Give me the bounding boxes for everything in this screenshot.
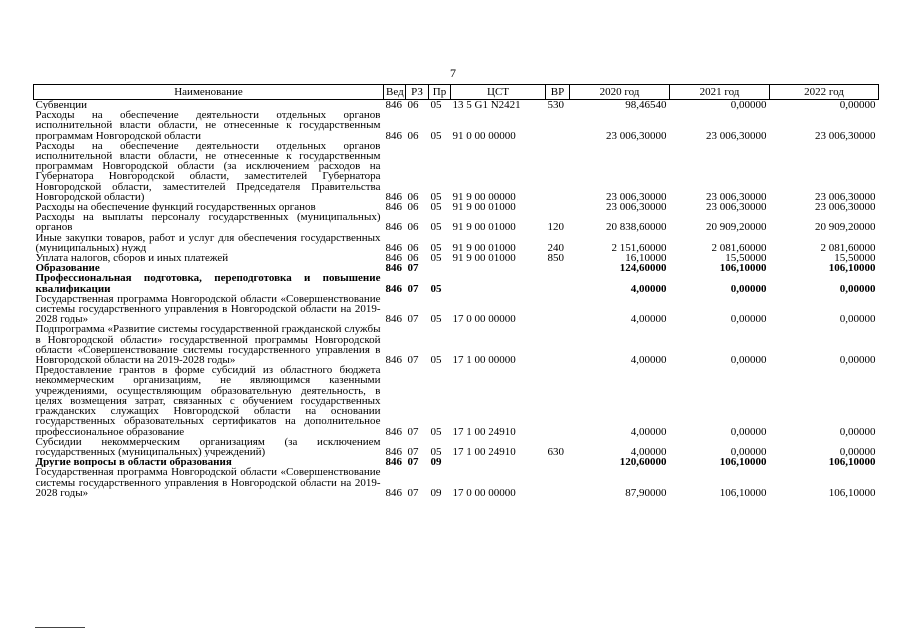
cell-2021: 20 909,20000 bbox=[706, 221, 767, 233]
cell-rz: 06 bbox=[407, 221, 419, 233]
cell-vr: 530 bbox=[547, 99, 564, 111]
cell-ved: 846 bbox=[385, 241, 402, 254]
cell-name: Профессиональная подготовка, переподготовка и повышение квалификации bbox=[35, 273, 381, 294]
cell-cst bbox=[451, 457, 546, 467]
cell-2021: 0,00000 bbox=[730, 425, 767, 437]
table-row bbox=[34, 100, 879, 111]
cell-2020: 120,60000 bbox=[619, 457, 667, 468]
cell-rz: 07 bbox=[407, 354, 419, 366]
cell-vr: 120 bbox=[547, 221, 564, 233]
cell-name: Иные закупки товаров, работ и услуг для обеспечения государственных (муниципальных) нужд bbox=[35, 232, 381, 254]
section-row bbox=[34, 273, 879, 293]
cell-pr: 05 bbox=[430, 425, 442, 437]
cell-cst: 17 1 00 24910 bbox=[452, 425, 516, 437]
cell-cst bbox=[451, 263, 546, 273]
cell-2022: 20 909,20000 bbox=[815, 221, 876, 233]
cell-vr bbox=[546, 263, 570, 273]
cell-vr bbox=[546, 273, 570, 293]
cell-ved: 846 bbox=[385, 263, 402, 274]
cell-pr: 09 bbox=[430, 457, 442, 468]
cell-2020: 124,60000 bbox=[619, 263, 667, 274]
section-row bbox=[34, 457, 879, 467]
header-2020: 2020 год bbox=[570, 85, 670, 100]
cell-name: Уплата налогов, сборов и иных платежей bbox=[35, 253, 229, 264]
cell-2020: 4,00000 bbox=[630, 282, 667, 294]
cell-ved: 846 bbox=[385, 313, 402, 325]
cell-2021: 0,00000 bbox=[730, 282, 767, 294]
table-row bbox=[34, 365, 879, 436]
cell-name: Государственная программа Новгородской области «Совершенствование системы государственного управления в Новгородской области на 2019-2028 годы» bbox=[35, 293, 381, 325]
cell-rz: 07 bbox=[407, 313, 419, 325]
cell-vr: 850 bbox=[547, 253, 564, 264]
cell-pr: 05 bbox=[430, 313, 442, 325]
cell-rz: 06 bbox=[407, 202, 419, 213]
cell-2022: 0,00000 bbox=[839, 425, 876, 437]
cell-vr bbox=[546, 294, 570, 325]
cell-rz: 06 bbox=[407, 253, 419, 264]
cell-rz: 07 bbox=[407, 457, 419, 468]
cell-rz: 06 bbox=[407, 99, 419, 111]
cell-name: Расходы на выплаты персоналу государственных (муниципальных) органов bbox=[35, 212, 381, 233]
cell-2021: 23 006,30000 bbox=[706, 190, 767, 203]
cell-ved: 846 bbox=[385, 202, 402, 213]
header-name: Наименование bbox=[34, 85, 384, 100]
cell-vr: 240 bbox=[547, 241, 564, 254]
cell-rz: 07 bbox=[407, 263, 419, 274]
table-row bbox=[34, 294, 879, 325]
cell-2022: 0,00000 bbox=[839, 99, 876, 111]
cell-2022: 0,00000 bbox=[839, 354, 876, 366]
cell-2022: 0,00000 bbox=[839, 282, 876, 294]
cell-2022: 2 081,60000 bbox=[820, 241, 876, 254]
cell-2020: 23 006,30000 bbox=[606, 190, 667, 203]
cell-ved: 846 bbox=[385, 99, 402, 111]
cell-2022: 23 006,30000 bbox=[815, 190, 876, 203]
cell-2021: 0,00000 bbox=[730, 99, 767, 111]
cell-2022: 15,50000 bbox=[834, 253, 876, 264]
table-row bbox=[34, 437, 879, 457]
cell-name: Образование bbox=[35, 263, 100, 274]
cell-cst: 91 9 00 01000 bbox=[452, 253, 516, 264]
cell-cst: 17 0 00 00000 bbox=[452, 486, 516, 498]
cell-rz: 06 bbox=[407, 241, 419, 254]
cell-2021: 106,10000 bbox=[719, 263, 767, 274]
cell-cst: 91 9 00 00000 bbox=[452, 190, 516, 203]
cell-2020: 20 838,60000 bbox=[606, 221, 667, 233]
page-number: 7 bbox=[450, 66, 456, 80]
footnote-divider bbox=[35, 627, 85, 628]
cell-pr: 05 bbox=[430, 129, 442, 141]
cell-2021: 0,00000 bbox=[730, 445, 767, 458]
cell-rz: 07 bbox=[407, 445, 419, 458]
cell-ved: 846 bbox=[385, 129, 402, 141]
cell-pr: 05 bbox=[430, 202, 442, 213]
cell-2022: 23 006,30000 bbox=[815, 129, 876, 141]
cell-pr: 05 bbox=[430, 190, 442, 203]
section-row bbox=[34, 263, 879, 273]
cell-2020: 2 151,60000 bbox=[611, 241, 667, 254]
cell-2021: 2 081,60000 bbox=[711, 241, 767, 254]
header-cst: ЦСТ bbox=[451, 85, 546, 100]
table-body bbox=[34, 100, 879, 498]
cell-2021: 0,00000 bbox=[730, 313, 767, 325]
cell-ved: 846 bbox=[385, 221, 402, 233]
cell-2021: 0,00000 bbox=[730, 354, 767, 366]
cell-pr: 05 bbox=[430, 99, 442, 111]
cell-cst: 17 1 00 00000 bbox=[452, 354, 516, 366]
cell-name: Субвенции bbox=[35, 99, 88, 111]
header-pr: Пр bbox=[429, 85, 451, 100]
cell-rz: 07 bbox=[407, 425, 419, 437]
budget-table bbox=[33, 84, 879, 498]
cell-cst: 91 9 00 01000 bbox=[452, 221, 516, 233]
cell-ved: 846 bbox=[385, 253, 402, 264]
cell-2020: 16,10000 bbox=[625, 253, 667, 264]
cell-2022: 106,10000 bbox=[828, 263, 876, 274]
cell-cst: 91 9 00 01000 bbox=[452, 241, 516, 254]
cell-pr: 05 bbox=[430, 253, 442, 264]
cell-ved: 846 bbox=[385, 457, 402, 468]
table-row bbox=[34, 467, 879, 498]
cell-vr bbox=[546, 365, 570, 436]
cell-ved: 846 bbox=[385, 282, 402, 294]
cell-pr: 05 bbox=[430, 354, 442, 366]
cell-cst: 13 5 G1 N2421 bbox=[452, 99, 521, 111]
cell-2021: 106,10000 bbox=[719, 457, 767, 468]
cell-vr bbox=[546, 467, 570, 498]
cell-name: Государственная программа Новгородской области «Совершенствование системы государственного управления в Новгородской области на 2019-2028 годы» bbox=[35, 467, 381, 498]
cell-name: Предоставление грантов в форме субсидий из областного бюджета некоммерческим организациям, не являющимся казенными учреждениями, осуществляющим образовательную деятельность, в целях возмещения затрат, связанных с обучением государственных гражданских служащих Новгородской области на основании государственных образовательных сертификатов на дополнительное профессиональное образование bbox=[35, 365, 381, 437]
cell-rz: 07 bbox=[407, 282, 419, 294]
cell-2022: 106,10000 bbox=[828, 457, 876, 468]
cell-name: Подпрограмма «Развитие системы государственной гражданской службы в Новгородской области» государственной программы Новгородской области «Совершенствование системы государственного управления в Новгородской области на 2019-2028 годы» bbox=[35, 324, 381, 366]
cell-name: Расходы на обеспечение деятельности отдельных органов исполнительной власти области, не отнесенные к государственным программам Новгородской области (за исключением расходов на Губернатора Новгородской области, заместителей Губернатора Новгородской области, заместителей Председателя Правительства Новгородской области) bbox=[35, 140, 381, 203]
header-rz: РЗ bbox=[406, 85, 429, 100]
cell-2022: 0,00000 bbox=[839, 313, 876, 325]
cell-pr: 05 bbox=[430, 221, 442, 233]
header-2021: 2021 год bbox=[670, 85, 770, 100]
cell-rz: 07 bbox=[407, 486, 419, 498]
table-row bbox=[34, 141, 879, 202]
cell-pr: 09 bbox=[430, 486, 442, 498]
cell-2021: 23 006,30000 bbox=[706, 202, 767, 213]
cell-vr bbox=[546, 324, 570, 365]
cell-2020: 98,46540 bbox=[625, 99, 667, 111]
cell-pr: 05 bbox=[430, 445, 442, 458]
cell-cst: 17 1 00 24910 bbox=[452, 445, 516, 458]
cell-2021: 23 006,30000 bbox=[706, 129, 767, 141]
cell-name: Субсидии некоммерческим организациям (за исключением государственных (муниципальных) учреждений) bbox=[35, 436, 381, 458]
cell-pr bbox=[429, 263, 451, 273]
cell-rz: 06 bbox=[407, 129, 419, 141]
header-ved: Вед bbox=[384, 85, 406, 100]
table-row bbox=[34, 110, 879, 141]
cell-vr bbox=[546, 202, 570, 212]
cell-2022: 106,10000 bbox=[828, 486, 876, 498]
cell-vr bbox=[546, 110, 570, 141]
cell-2021: 15,50000 bbox=[725, 253, 767, 264]
cell-2020: 4,00000 bbox=[630, 354, 667, 366]
cell-ved: 846 bbox=[385, 486, 402, 498]
cell-vr bbox=[546, 141, 570, 202]
cell-2020: 4,00000 bbox=[630, 313, 667, 325]
cell-vr: 630 bbox=[547, 445, 564, 458]
cell-cst bbox=[451, 273, 546, 293]
cell-2020: 4,00000 bbox=[630, 445, 667, 458]
cell-cst: 91 9 00 01000 bbox=[452, 202, 516, 213]
cell-ved: 846 bbox=[385, 425, 402, 437]
cell-name: Другие вопросы в области образования bbox=[35, 457, 232, 468]
table-header-row bbox=[34, 85, 879, 100]
cell-2020: 87,90000 bbox=[625, 486, 667, 498]
cell-name: Расходы на обеспечение деятельности отдельных органов исполнительной власти области, не отнесенные к государственным программам Новгородской области bbox=[35, 110, 381, 141]
cell-2020: 4,00000 bbox=[630, 425, 667, 437]
cell-cst: 91 0 00 00000 bbox=[452, 129, 516, 141]
table-row bbox=[34, 324, 879, 365]
table-row bbox=[34, 253, 879, 263]
cell-2021: 106,10000 bbox=[719, 486, 767, 498]
table-row bbox=[34, 202, 879, 212]
cell-pr: 05 bbox=[430, 282, 442, 294]
cell-2022: 23 006,30000 bbox=[815, 202, 876, 213]
cell-2020: 23 006,30000 bbox=[606, 129, 667, 141]
cell-name: Расходы на обеспечение функций государственных органов bbox=[35, 202, 316, 213]
cell-pr: 05 bbox=[430, 241, 442, 254]
header-2022: 2022 год bbox=[770, 85, 879, 100]
cell-cst: 17 0 00 00000 bbox=[452, 313, 516, 325]
cell-ved: 846 bbox=[385, 190, 402, 203]
cell-2022: 0,00000 bbox=[839, 445, 876, 458]
cell-vr bbox=[546, 457, 570, 467]
cell-rz: 06 bbox=[407, 190, 419, 203]
table-row bbox=[34, 233, 879, 253]
cell-ved: 846 bbox=[385, 354, 402, 366]
header-vr: ВР bbox=[546, 85, 570, 100]
cell-2020: 23 006,30000 bbox=[606, 202, 667, 213]
table-row bbox=[34, 212, 879, 232]
cell-ved: 846 bbox=[385, 445, 402, 458]
